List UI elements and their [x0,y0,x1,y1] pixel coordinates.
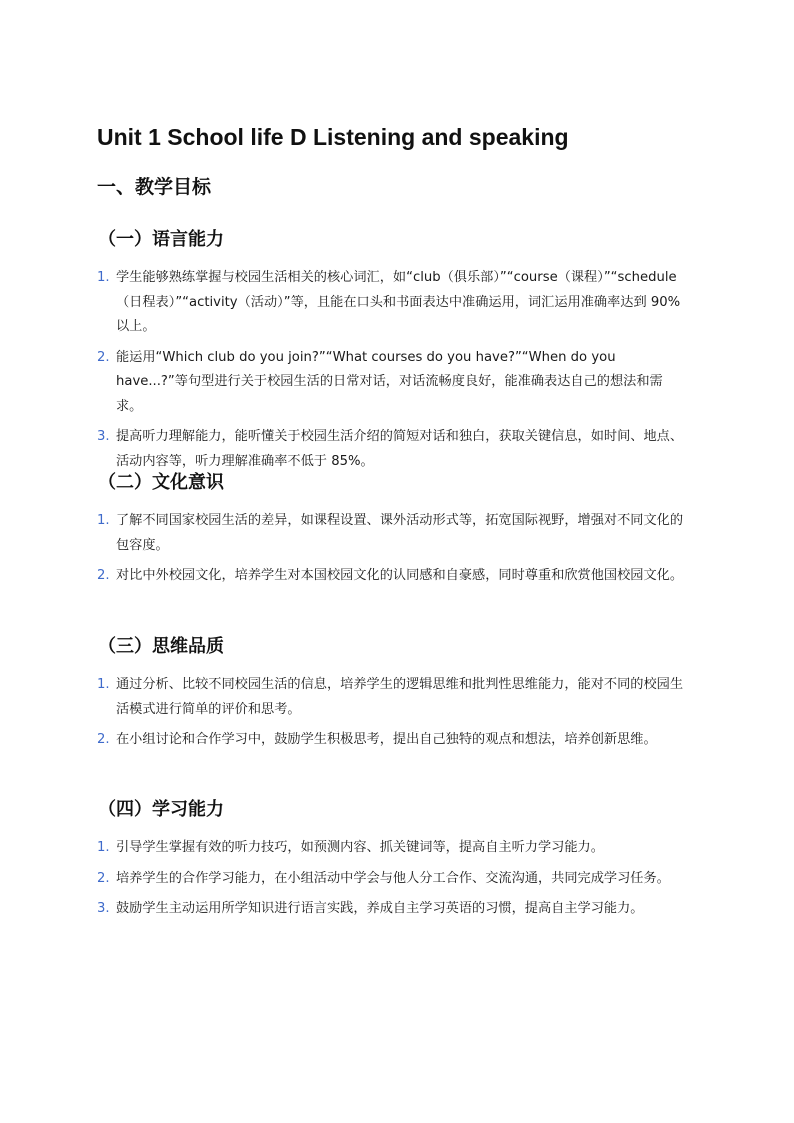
list-number: 2. [97,732,110,747]
goal-list [97,673,689,753]
list-text: 学生能够熟练掌握与校园生活相关的核心词汇，如“club（俱乐部）”“course（课程）”“schedule（日程表）”“activity（活动）”等，且能在口头和书面表达中准确运用，词汇运用准确率达到 90% 以上。 [116,270,681,334]
subsection-heading: （一）语言能力 [98,229,224,250]
section-thinking-quality [97,634,689,759]
list-text: 培养学生的合作学习能力，在小组活动中学会与他人分工合作、交流沟通，共同完成学习任务。 [116,870,670,886]
goal-list [97,836,689,922]
list-item [97,836,689,861]
list-number: 2. [97,349,110,365]
subsection-heading: （三）思维品质 [98,636,224,657]
list-number: 3. [97,429,110,444]
subsection-heading: （二）文化意识 [98,472,224,493]
list-number: 3. [97,901,110,916]
list-number: 2. [97,568,110,583]
list-text: 了解不同国家校园生活的差异，如课程设置、课外活动形式等，拓宽国际视野，增强对不同文化的包容度。 [116,513,684,553]
list-item [97,266,689,340]
list-number: 1. [97,513,110,528]
goal-list [97,509,689,589]
list-item [97,867,689,892]
list-item [97,897,689,922]
list-item [97,425,689,474]
list-item [97,564,689,589]
list-item [97,346,689,420]
list-text: 在小组讨论和合作学习中，鼓励学生积极思考，提出自己独特的观点和想法，培养创新思维。 [116,732,657,747]
section-language-ability [97,227,689,480]
list-number: 1. [97,270,110,285]
section-learning-ability [97,797,689,928]
list-text: 通过分析、比较不同校园生活的信息，培养学生的逻辑思维和批判性思维能力，能对不同的校园生活模式进行简单的评价和思考。 [116,677,684,717]
list-text: 引导学生掌握有效的听力技巧，如预测内容、抓关键词等，提高自主听力学习能力。 [116,840,604,855]
section-heading-teaching-goals: 一、教学目标 [97,176,212,198]
subsection-heading: （四）学习能力 [98,799,224,820]
list-number: 1. [97,840,110,855]
list-text: 对比中外校园文化，培养学生对本国校园文化的认同感和自豪感，同时尊重和欣赏他国校园文化。 [116,568,684,583]
list-text: 能运用“Which club do you join?”“What courses do you have?”“When do you have...?”等句型进行关于校园生活的日常对话，对话流畅度良好，能准确表达自己的想法和需求。 [116,349,663,414]
list-text: 提高听力理解能力，能听懂关于校园生活介绍的简短对话和独白，获取关键信息，如时间、地点、活动内容等，听力理解准确率不低于 85%。 [116,429,684,469]
list-number: 2. [97,870,110,886]
list-number: 1. [97,677,110,692]
goal-list [97,266,689,474]
list-text: 鼓励学生主动运用所学知识进行语言实践，养成自主学习英语的习惯，提高自主学习能力。 [116,901,644,916]
list-item [97,509,689,558]
list-item [97,673,689,722]
section-cultural-awareness [97,470,689,595]
list-item [97,728,689,753]
document-title: Unit 1 School life D Listening and speaking [97,124,569,150]
